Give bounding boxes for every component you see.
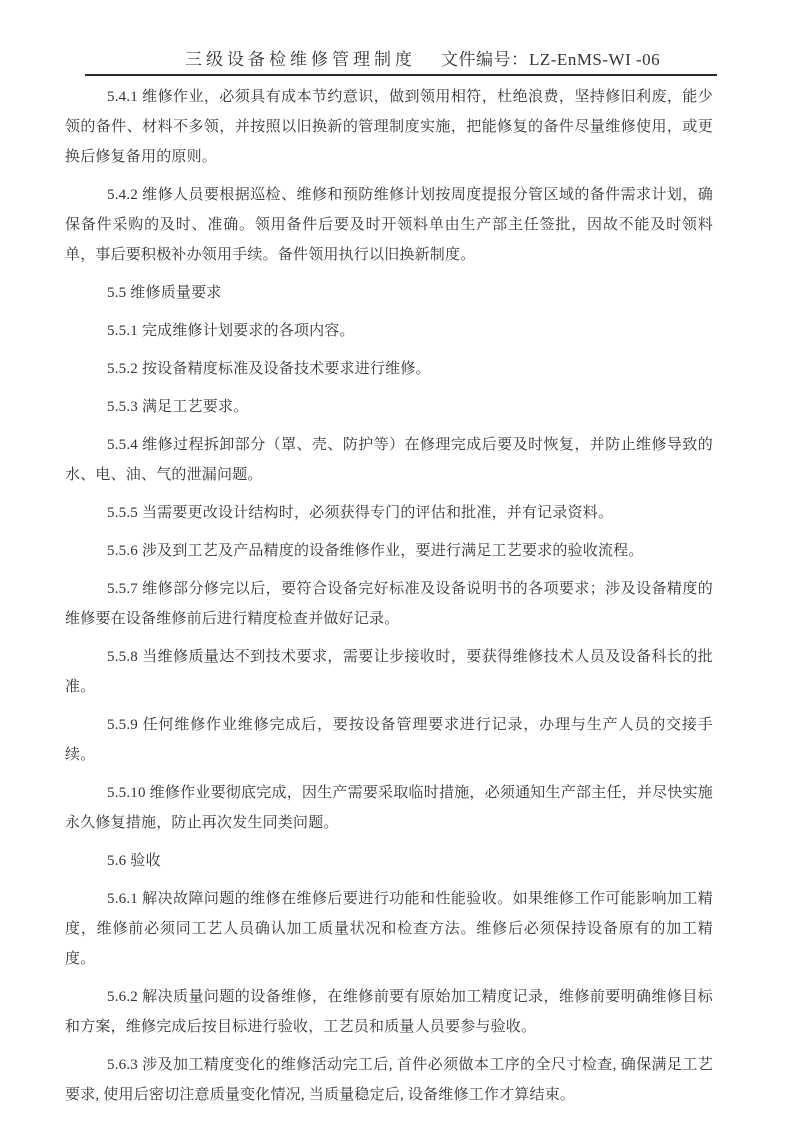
para-5-6-3: 5.6.3 涉及加工精度变化的维修活动完工后, 首件必须做本工序的全尺寸检查, 确保满足工艺要求, 使用后密切注意质量变化情况, 当质量稳定后, 设备维修工作才算结束。 (65, 1057, 713, 1103)
para-5-5-7: 5.5.7 维修部分修完以后，要符合设备完好标准及设备说明书的各项要求；涉及设备精度的维修要在设备维修前后进行精度检查并做好记录。 (65, 581, 713, 627)
para-5-5-9: 5.5.9 任何维修作业维修完成后，要按设备管理要求进行记录，办理与生产人员的交接手续。 (65, 717, 713, 763)
para-5-5-6: 5.5.6 涉及到工艺及产品精度的设备维修作业，要进行满足工艺要求的验收流程。 (107, 543, 644, 559)
para-5-5-2: 5.5.2 按设备精度标准及设备技术要求进行维修。 (107, 361, 431, 377)
header-rule (85, 74, 717, 76)
para-5-5-3: 5.5.3 满足工艺要求。 (107, 399, 249, 415)
heading-5-6: 5.6 验收 (107, 853, 161, 869)
document-body (65, 78, 713, 1118)
document-title: 三级设备检维修管理制度 (185, 50, 416, 69)
para-5-4-1: 5.4.1 维修作业，必须具有成本节约意识，做到领用相符，杜绝浪费，坚持修旧利废，能少领的备件、材料不多领，并按照以旧换新的管理制度实施，把能修复的备件尽量维修使用，或更换后修复备用的原则。 (65, 89, 713, 165)
doc-number-value: LZ-EnMS-WI -06 (529, 50, 661, 69)
para-5-6-1: 5.6.1 解决故障问题的维修在维修后要进行功能和性能验收。如果维修工作可能影响加工精度，维修前必须同工艺人员确认加工质量状况和检查方法。维修后必须保持设备原有的加工精度。 (65, 891, 713, 967)
para-5-5-1: 5.5.1 完成维修计划要求的各项内容。 (107, 323, 355, 339)
para-5-5-5: 5.5.5 当需要更改设计结构时，必须获得专门的评估和批准，并有记录资料。 (107, 505, 614, 521)
para-5-5-4: 5.5.4 维修过程拆卸部分（罩、壳、防护等）在修理完成后要及时恢复，并防止维修导致的水、电、油、气的泄漏问题。 (65, 437, 713, 483)
doc-number-label: 文件编号： (441, 50, 529, 69)
para-5-6-2: 5.6.2 解决质量问题的设备维修，在维修前要有原始加工精度记录，维修前要明确维修目标和方案，维修完成后按目标进行验收，工艺员和质量人员要参与验收。 (65, 989, 713, 1035)
page-header (85, 32, 717, 76)
heading-5-5: 5.5 维修质量要求 (107, 285, 222, 301)
para-5-4-2: 5.4.2 维修人员要根据巡检、维修和预防维修计划按周度提报分管区域的备件需求计划，确保备件采购的及时、准确。领用备件后要及时开领料单由生产部主任签批，因故不能及时领料单，事后要积极补办领用手续。备件领用执行以旧换新制度。 (65, 187, 713, 263)
para-5-5-8: 5.5.8 当维修质量达不到技术要求，需要让步接收时，要获得维修技术人员及设备科长的批准。 (65, 649, 713, 695)
para-5-5-10: 5.5.10 维修作业要彻底完成，因生产需要采取临时措施，必须通知生产部主任，并尽快实施永久修复措施，防止再次发生同类问题。 (65, 785, 713, 831)
